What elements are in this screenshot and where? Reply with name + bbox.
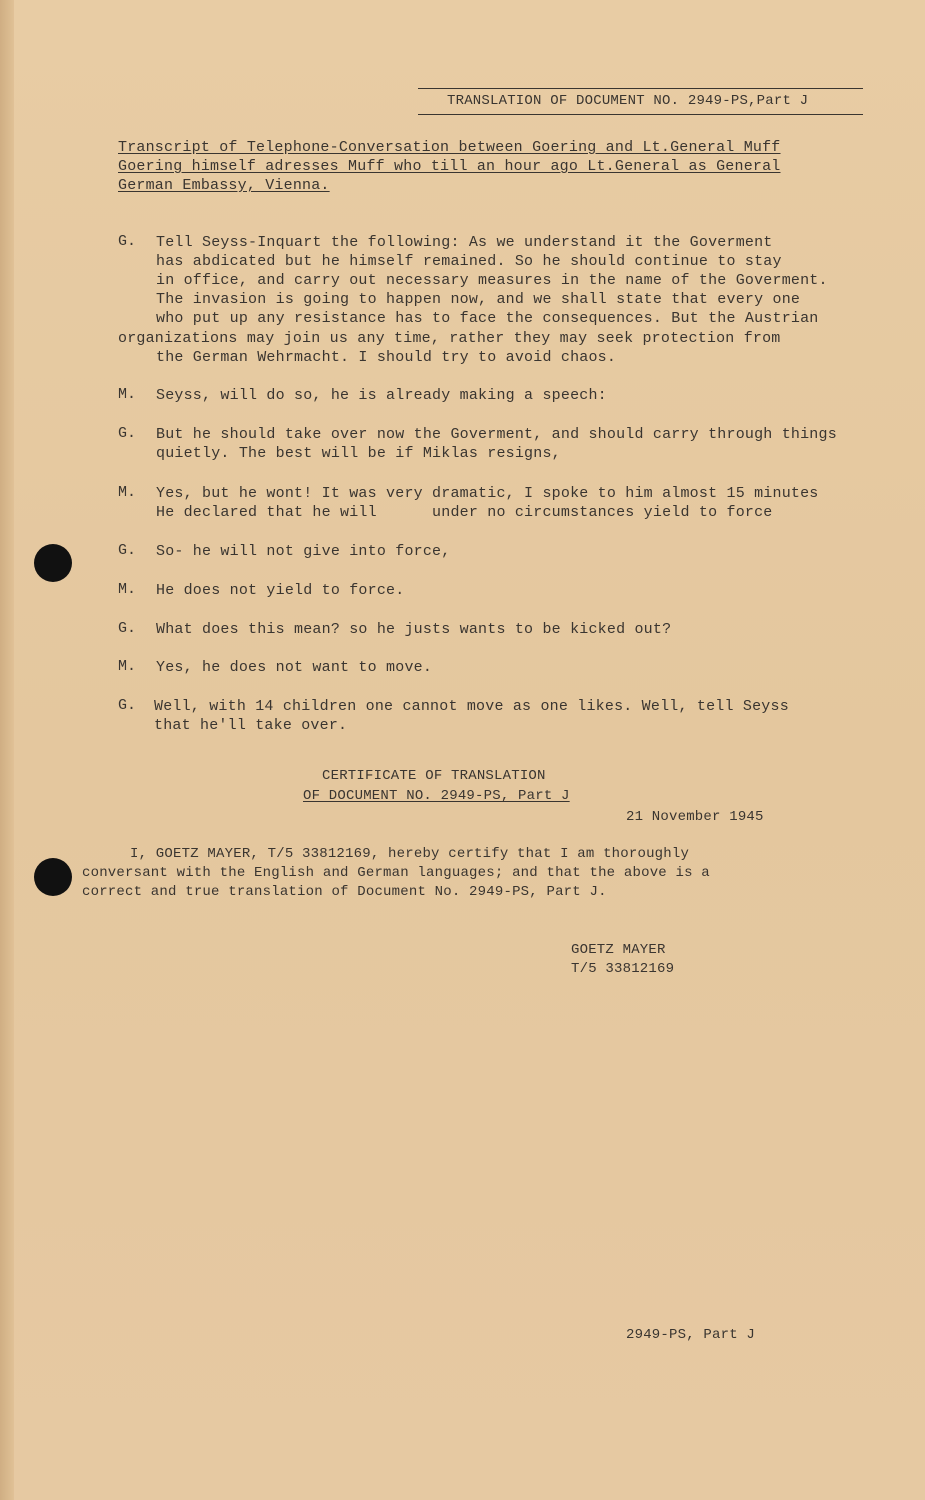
dialogue-line: But he should take over now the Goverment, and should carry through things [156, 426, 837, 443]
dialogue-line: the German Wehrmacht. I should try to avoid chaos. [156, 349, 617, 366]
dialogue-line: Well, with 14 children one cannot move as one likes. Well, tell Seyss [154, 698, 789, 715]
speaker-label: M. [118, 386, 137, 403]
page-edge [0, 0, 14, 1500]
punch-hole-top [34, 544, 72, 582]
speaker-label: G. [118, 697, 137, 714]
signer-name: GOETZ MAYER [571, 942, 666, 958]
certificate-body-line: correct and true translation of Document No. 2949-PS, Part J. [82, 884, 607, 900]
dialogue-line: The invasion is going to happen now, and we shall state that every one [156, 291, 801, 308]
dialogue-line: Seyss, will do so, he is already making a speech: [156, 387, 607, 404]
dialogue-line: in office, and carry out necessary measures in the name of the Goverment. [156, 272, 828, 289]
speaker-label: G. [118, 620, 137, 637]
intro-line-1: Transcript of Telephone-Conversation between Goering and Lt.General Muff [118, 139, 781, 156]
speaker-label: M. [118, 581, 137, 598]
intro-line-2: Goering himself adresses Muff who till an hour ago Lt.General as General [118, 158, 781, 175]
dialogue-line: So- he will not give into force, [156, 543, 451, 560]
speaker-label: M. [118, 484, 137, 501]
certificate-date: 21 November 1945 [626, 809, 764, 825]
speaker-label: G. [118, 542, 137, 559]
dialogue-line: has abdicated but he himself remained. So he should continue to stay [156, 253, 782, 270]
signer-id: T/5 33812169 [571, 961, 675, 977]
dialogue-line: What does this mean? so he justs wants to be kicked out? [156, 621, 672, 638]
dialogue-line: Yes, he does not want to move. [156, 659, 433, 676]
dialogue-line: Tell Seyss-Inquart the following: As we understand it the Goverment [156, 234, 773, 251]
certificate-title: CERTIFICATE OF TRANSLATION [322, 768, 546, 784]
document-header: TRANSLATION OF DOCUMENT NO. 2949-PS,Part J [447, 93, 809, 109]
speaker-label: M. [118, 658, 137, 675]
dialogue-line: He declared that he will under no circumstances yield to force [156, 504, 773, 521]
dialogue-line: organizations may join us any time, rather they may seek protection from [118, 330, 781, 347]
certificate-body-line: I, GOETZ MAYER, T/5 33812169, hereby certify that I am thoroughly [130, 846, 690, 862]
speaker-label: G. [118, 425, 137, 442]
dialogue-line: that he'll take over. [154, 717, 348, 734]
certificate-subtitle: OF DOCUMENT NO. 2949-PS, Part J [303, 788, 570, 804]
certificate-body-line: conversant with the English and German languages; and that the above is a [82, 865, 710, 881]
header-rule-bottom [418, 114, 863, 115]
dialogue-line: Yes, but he wont! It was very dramatic, I spoke to him almost 15 minutes [156, 485, 819, 502]
dialogue-line: who put up any resistance has to face the consequences. But the Austrian [156, 310, 819, 327]
dialogue-line: quietly. The best will be if Miklas resigns, [156, 445, 561, 462]
header-rule-top [418, 88, 863, 89]
intro-line-3: German Embassy, Vienna. [118, 177, 330, 194]
punch-hole-bottom [34, 858, 72, 896]
speaker-label: G. [118, 233, 137, 250]
footer-doc-ref: 2949-PS, Part J [626, 1327, 756, 1343]
dialogue-line: He does not yield to force. [156, 582, 405, 599]
